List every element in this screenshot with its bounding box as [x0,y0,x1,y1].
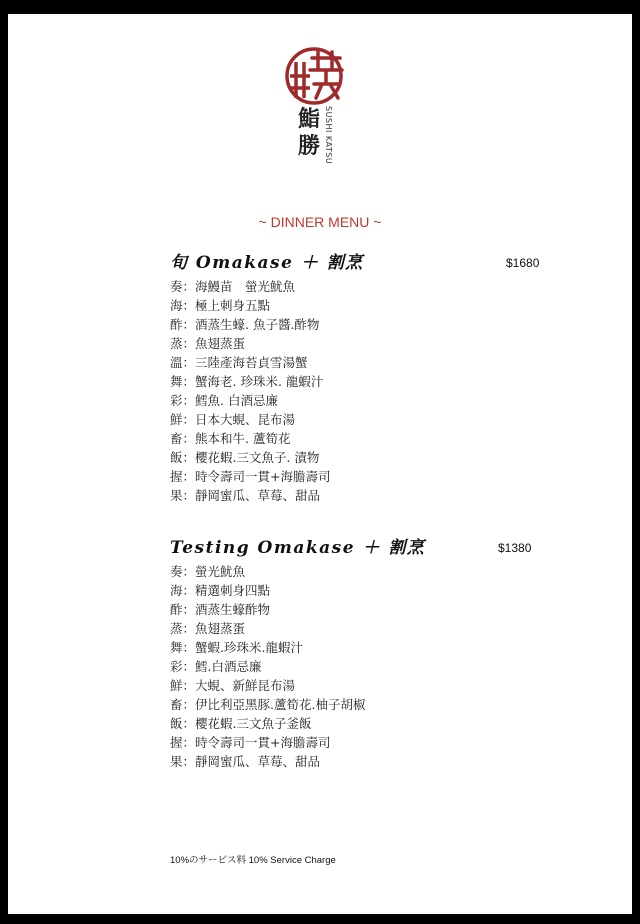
brand-name-cn: 鮨 勝 [297,106,320,159]
list-item: 彩：鱈魚. 白酒忌廉 [170,393,278,408]
course-2-title: Testing Omakase ＋ 割烹 [170,538,426,558]
list-item: 奏：螢光魷魚 [170,564,246,579]
list-item: 飯：櫻花蝦.三文魚子釜飯 [170,716,312,731]
list-item: 果：靜岡蜜瓜、草莓、甜品 [170,488,321,503]
list-item: 握：時令壽司一貫+海膽壽司 [170,469,331,484]
course-1-title: 旬 Omakase ＋ 割烹 [170,253,364,273]
menu-heading: ~ DINNER MENU ~ [258,214,382,230]
list-item: 握：時令壽司一貫+海膽壽司 [170,735,331,750]
list-item: 蒸：魚翅蒸蛋 [170,621,246,636]
list-item: 海：極上刺身五點 [170,298,271,313]
list-item: 飯：櫻花蝦.三文魚子. 漬物 [170,450,320,465]
list-item: 鮮：大蜆、新鮮昆布湯 [170,678,296,693]
course-2-items [170,562,365,771]
course-1-price: $1680 [506,256,540,270]
list-item: 奏：海鰻苗 螢光魷魚 [170,279,296,294]
list-item: 酢：酒蒸生蠔. 魚子醬.酢物 [170,317,320,332]
list-item: 酢：酒蒸生蠔酢物 [170,602,271,617]
list-item: 果：靜岡蜜瓜、草莓、甜品 [170,754,321,769]
course-2-price: $1380 [498,541,532,555]
seal-icon [274,40,384,110]
list-item: 溫：三陸產海苔貞雪湯蟹 [170,355,308,370]
list-item: 鮮：日本大蜆、昆布湯 [170,412,296,427]
list-item: 蒸：魚翅蒸蛋 [170,336,246,351]
list-item: 海：精選刺身四點 [170,583,271,598]
menu-page [8,14,632,914]
list-item: 舞：蟹蝦.珍珠米.龍蝦汁 [170,640,303,655]
list-item: 彩：鱈.白酒忌廉 [170,659,262,674]
course-1-items [170,277,330,505]
brand-name-en: SUSHI KATSU [324,106,333,165]
list-item: 畜：熊本和牛. 蘆筍花 [170,431,291,446]
service-charge-note: 10%のサービス料 10% Service Charge [170,855,336,866]
list-item: 舞：蟹海老. 珍珠米. 龍蝦汁 [170,374,324,389]
list-item: 畜：伊比利亞黑豚.蘆筍花.柚子胡椒 [170,697,366,712]
